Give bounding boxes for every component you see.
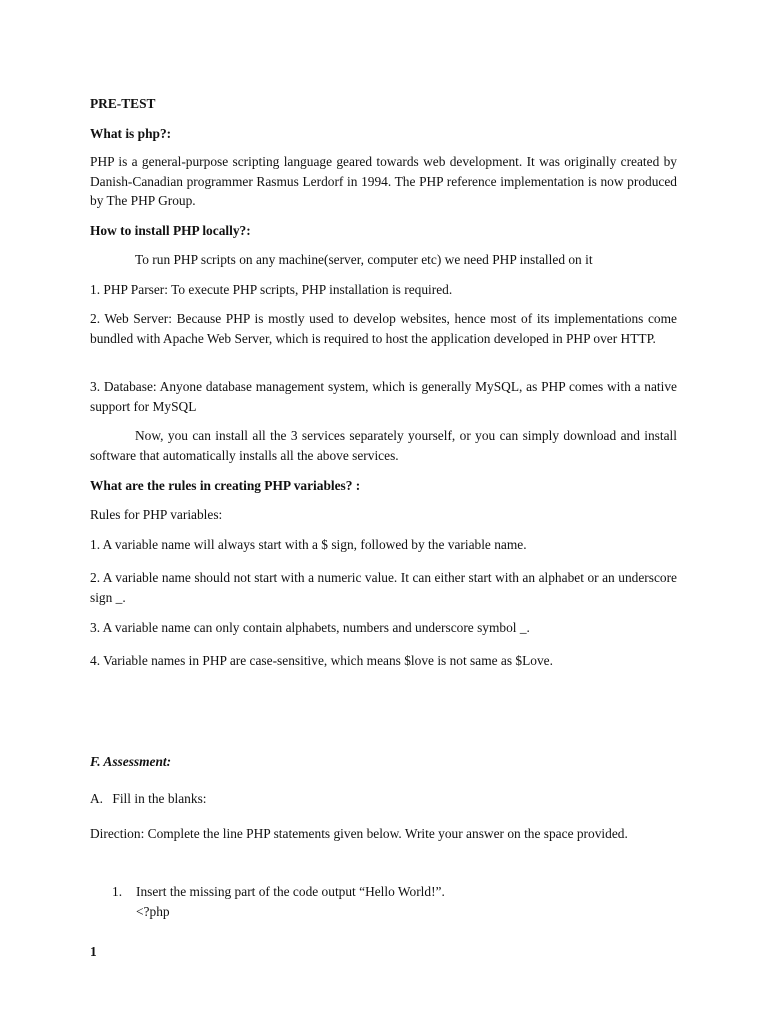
question-install-php: How to install PHP locally?: xyxy=(90,223,251,238)
part-a-label: A. xyxy=(90,791,104,806)
variable-rule-3: 3. A variable name can only contain alphabets, numbers and underscore symbol _. xyxy=(90,620,530,635)
item-code: <?php xyxy=(136,904,170,919)
pretest-heading: PRE-TEST xyxy=(90,96,156,111)
install-item-database: 3. Database: Anyone database management system, which is generally MySQL, as PHP comes with a native support for MySQL xyxy=(90,379,677,414)
variable-rule-1: 1. A variable name will always start with a $ sign, followed by the variable name. xyxy=(90,537,527,552)
assessment-part-a xyxy=(90,789,677,809)
question-variable-rules: What are the rules in creating PHP variables? : xyxy=(90,478,361,493)
page-number: 1 xyxy=(90,944,97,959)
assessment-heading: F. Assessment: xyxy=(90,754,172,769)
variable-rules-intro: Rules for PHP variables: xyxy=(90,507,223,522)
install-item-webserver: 2. Web Server: Because PHP is mostly used to develop websites, hence most of its implementations come bundled with Apache Web Server, which is required to host the application developed in PHP over HTTP. xyxy=(90,311,677,346)
assessment-direction: Direction: Complete the line PHP statements given below. Write your answer on the space provided. xyxy=(90,826,628,841)
install-outro: Now, you can install all the 3 services separately yourself, or you can simply download and install software that automatically installs all the above services. xyxy=(90,428,677,463)
part-a-title: Fill in the blanks: xyxy=(112,791,207,806)
install-item-parser: 1. PHP Parser: To execute PHP scripts, PHP installation is required. xyxy=(90,282,453,297)
variable-rule-4: 4. Variable names in PHP are case-sensitive, which means $love is not same as $Love. xyxy=(90,653,553,668)
item-number: 1. xyxy=(112,884,123,899)
question-what-is-php: What is php?: xyxy=(90,126,172,141)
answer-what-is-php: PHP is a general-purpose scripting language geared towards web development. It was originally created by Danish-Canadian programmer Rasmus Lerdorf in 1994. The PHP reference implementation is now produced by The PHP Group. xyxy=(90,154,677,208)
install-intro: To run PHP scripts on any machine(server, computer etc) we need PHP installed on it xyxy=(135,252,593,267)
variable-rule-2: 2. A variable name should not start with a numeric value. It can either start with an alphabet or an underscore sign _. xyxy=(90,570,677,605)
item-text: Insert the missing part of the code output “Hello World!”. xyxy=(136,884,445,899)
